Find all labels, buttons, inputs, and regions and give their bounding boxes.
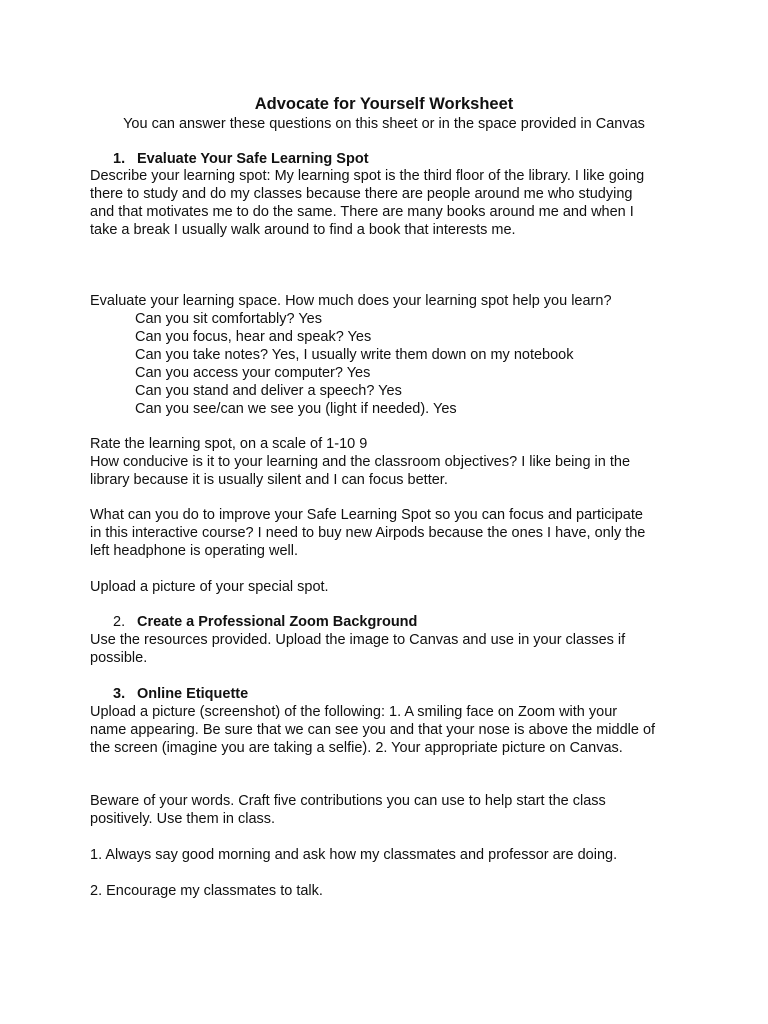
section-3-line: Upload a picture (screenshot) of the following: 1. A smiling face on Zoom with your (90, 704, 618, 720)
section-2-number: 2. (113, 614, 126, 630)
upload-spot-line: Upload a picture of your special spot. (90, 579, 329, 595)
beware-line: Beware of your words. Craft five contributions you can use to help start the class (90, 793, 606, 809)
section-3-title: Online Etiquette (137, 686, 249, 702)
evaluate-intro: Evaluate your learning space. How much does your learning spot help you learn? (90, 293, 612, 309)
section-1-number: 1. (113, 151, 126, 167)
describe-line: and that motivates me to do the same. There are many books around me and when I (90, 204, 634, 220)
beware-line: positively. Use them in class. (90, 811, 276, 827)
checklist-item: Can you focus, hear and speak? Yes (135, 329, 372, 345)
describe-line: there to study and do my classes because there are people around me who studying (90, 186, 633, 202)
page-subtitle: You can answer these questions on this sheet or in the space provided in Canvas (123, 116, 645, 132)
checklist-item: Can you take notes? Yes, I usually write them down on my notebook (135, 347, 574, 363)
section-3-line: name appearing. Be sure that we can see you and that your nose is above the middle of (90, 722, 656, 738)
section-2-line: Use the resources provided. Upload the image to Canvas and use in your classes if (90, 632, 626, 648)
improve-line: in this interactive course? I need to buy new Airpods because the ones I have, only the (90, 525, 646, 541)
checklist-item: Can you see/can we see you (light if needed). Yes (135, 401, 457, 417)
contribution-item: 1. Always say good morning and ask how my classmates and professor are doing. (90, 847, 618, 863)
conducive-line: library because it is usually silent and I can focus better. (90, 472, 448, 488)
section-2-title: Create a Professional Zoom Background (137, 614, 418, 630)
checklist-item: Can you stand and deliver a speech? Yes (135, 383, 402, 399)
page-title: Advocate for Yourself Worksheet (254, 95, 514, 113)
describe-line: take a break I usually walk around to find a book that interests me. (90, 222, 516, 238)
improve-line: left headphone is operating well. (90, 543, 298, 559)
checklist-item: Can you sit comfortably? Yes (135, 311, 322, 327)
contribution-item: 2. Encourage my classmates to talk. (90, 883, 323, 899)
conducive-line: How conducive is it to your learning and the classroom objectives? I like being in the (90, 454, 631, 470)
section-1-title: Evaluate Your Safe Learning Spot (137, 151, 369, 167)
section-3-number: 3. (113, 686, 126, 702)
section-2-line: possible. (90, 650, 148, 666)
improve-line: What can you do to improve your Safe Learning Spot so you can focus and participate (90, 507, 643, 523)
checklist-item: Can you access your computer? Yes (135, 365, 371, 381)
rate-line: Rate the learning spot, on a scale of 1-10 9 (90, 436, 368, 452)
section-3-line: the screen (imagine you are taking a selfie). 2. Your appropriate picture on Canvas. (90, 740, 623, 756)
describe-line: Describe your learning spot: My learning spot is the third floor of the library. I like going (90, 168, 645, 184)
